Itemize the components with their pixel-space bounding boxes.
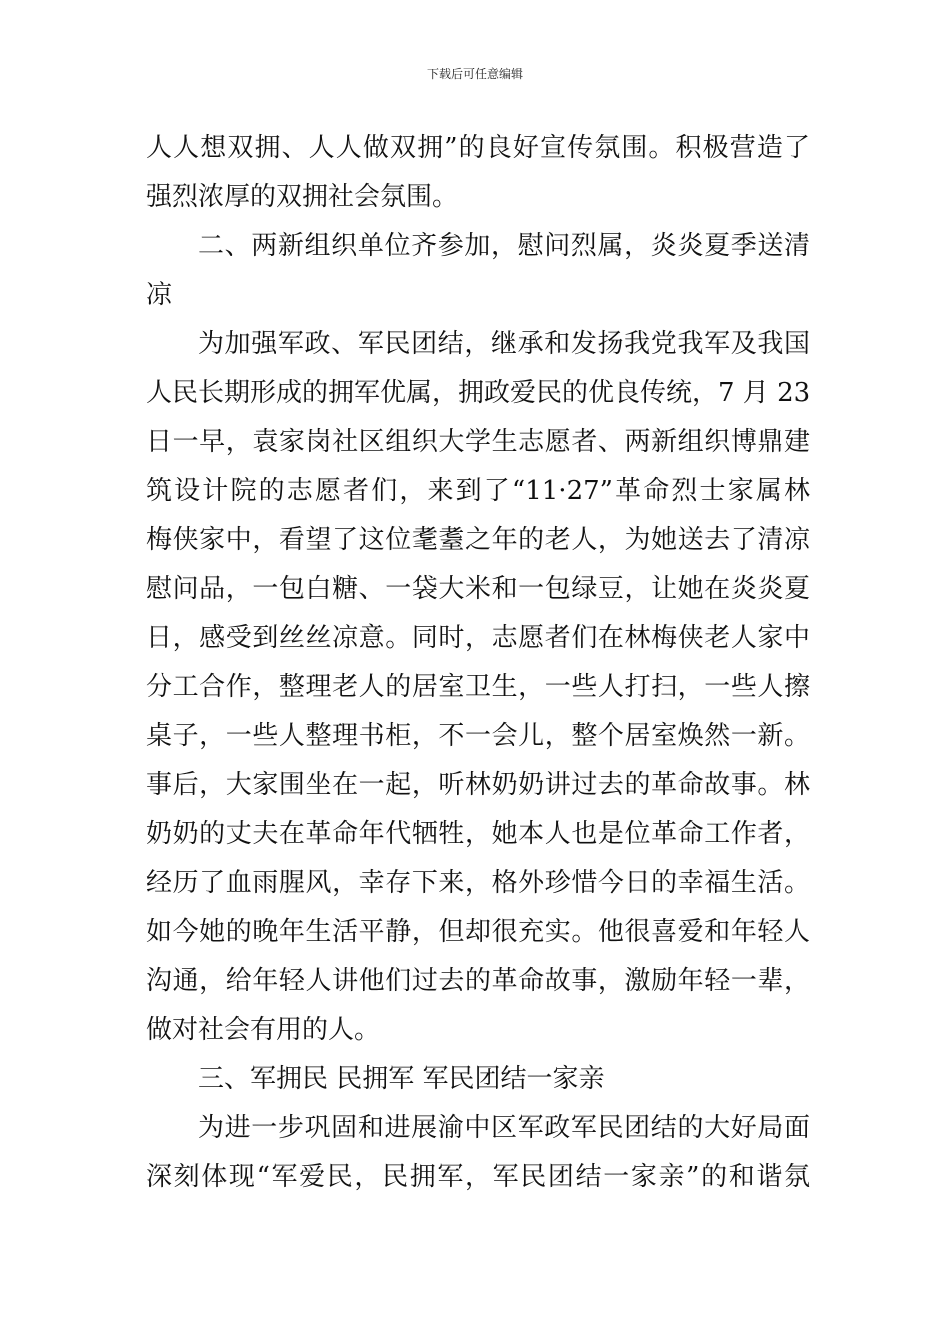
text-line: 为进一步巩固和进展渝中区军政军民团结的大好局面 xyxy=(198,1113,810,1143)
text-line: 三、军拥民 民拥军 军民团结一家亲 xyxy=(198,1064,605,1094)
text-line: 事后，大家围坐在一起，听林奶奶讲过去的革命故事。林 xyxy=(146,770,810,800)
text-line: 做对社会有用的人。 xyxy=(146,1015,381,1045)
page-header: 下载后可任意编辑 xyxy=(426,67,523,81)
text-line: 慰问品，一包白糖、一袋大米和一包绿豆，让她在炎炎夏 xyxy=(146,574,810,604)
document-body xyxy=(146,124,810,1202)
text-line: 凉 xyxy=(146,280,173,310)
text-line: 人人想双拥、人人做双拥”的良好宣传氛围。积极营造了 xyxy=(146,133,810,163)
text-line: 奶奶的丈夫在革命年代牺牲，她本人也是位革命工作者， xyxy=(146,819,810,849)
text-line: 如今她的晚年生活平静，但却很充实。他很喜爱和年轻人 xyxy=(146,917,810,947)
text-line: 分工合作，整理老人的居室卫生，一些人打扫，一些人擦 xyxy=(146,672,810,702)
text-line: 二、两新组织单位齐参加，慰问烈属，炎炎夏季送清 xyxy=(198,231,810,261)
text-line: 强烈浓厚的双拥社会氛围。 xyxy=(146,182,459,212)
text-line: 日一早，袁家岗社区组织大学生志愿者、两新组织博鼎建 xyxy=(146,427,810,457)
text-line: 日，感受到丝丝凉意。同时，志愿者们在林梅侠老人家中 xyxy=(146,623,810,653)
text-line: 深刻体现“军爱民，民拥军，军民团结一家亲”的和谐氛 xyxy=(146,1162,810,1192)
text-line: 人民长期形成的拥军优属，拥政爱民的优良传统，7 月 23 xyxy=(146,378,811,408)
text-line: 桌子，一些人整理书柜，不一会儿，整个居室焕然一新。 xyxy=(146,721,810,751)
text-line: 经历了血雨腥风，幸存下来，格外珍惜今日的幸福生活。 xyxy=(146,868,810,898)
text-line: 梅侠家中，看望了这位耄耋之年的老人，为她送去了清凉 xyxy=(146,525,810,555)
text-line: 为加强军政、军民团结，继承和发扬我党我军及我国 xyxy=(198,329,810,359)
text-line: 筑设计院的志愿者们，来到了“11·27”革命烈士家属林 xyxy=(146,476,810,506)
text-line: 沟通，给年轻人讲他们过去的革命故事，激励年轻一辈， xyxy=(146,966,810,996)
